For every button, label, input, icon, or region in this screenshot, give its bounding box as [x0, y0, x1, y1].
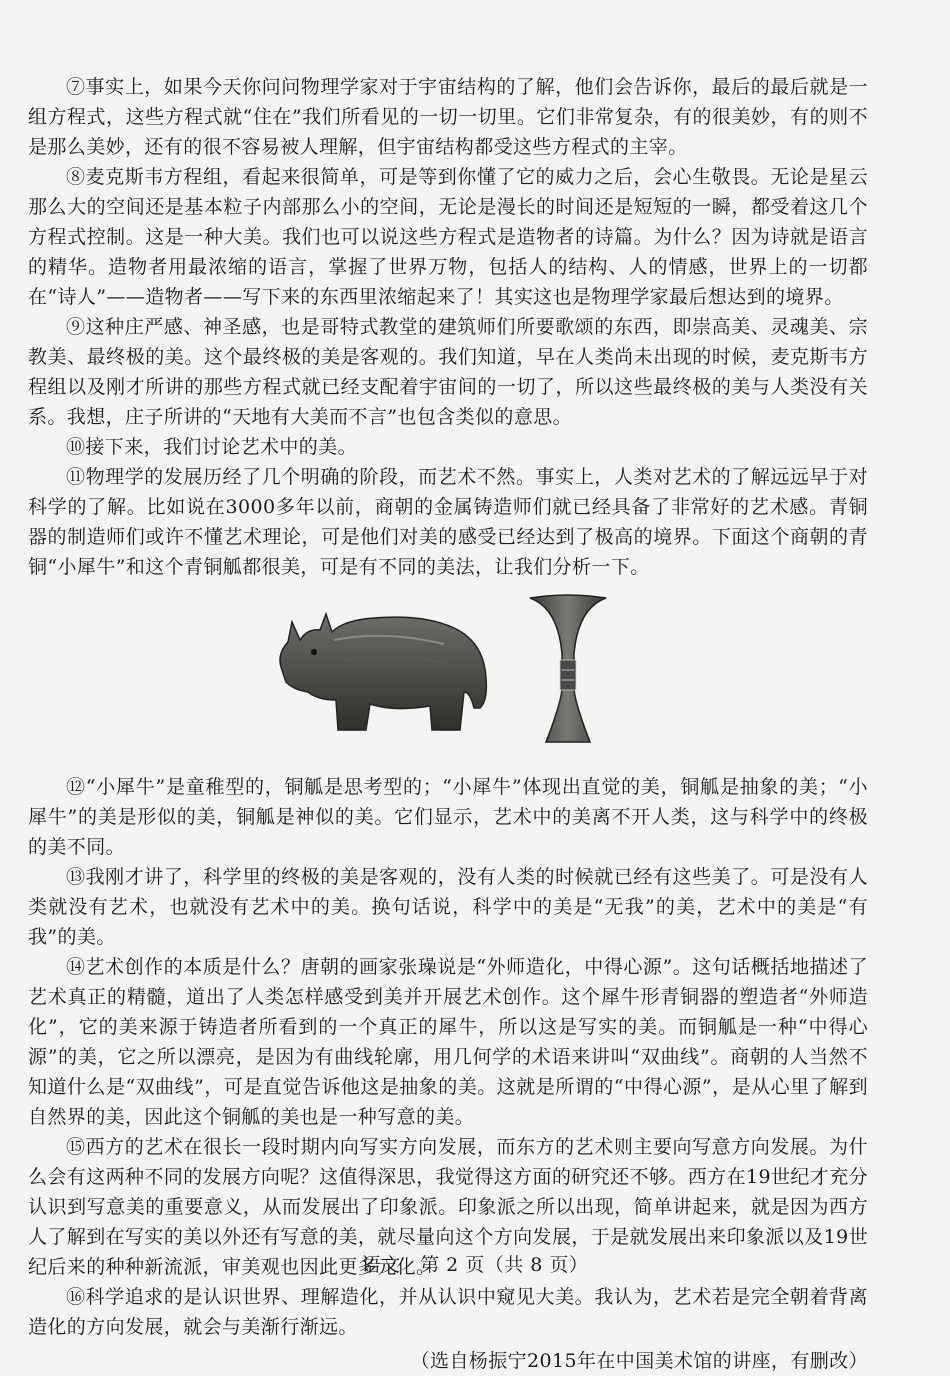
paragraph-12: ⑫“小犀牛”是童稚型的，铜觚是思考型的；“小犀牛”体现出直觉的美，铜觚是抽象的美；“小犀牛”的美是形似的美，铜觚是神似的美。它们显示，艺术中的美离不开人类，这与科学中的终极的美不同。	[28, 776, 868, 858]
article-body	[28, 72, 868, 1376]
paragraph-11: ⑪物理学的发展历经了几个明确的阶段，而艺术不然。事实上，人类对艺术的了解远远早于对科学的了解。比如说在3000多年以前，商朝的金属铸造师们就已经具备了非常好的艺术感。青铜器的制造师们或许不懂艺术理论，可是他们对美的感受已经达到了极高的境界。下面这个商朝的青铜“小犀牛”和这个青铜觚都很美，可是有不同的美法，让我们分析一下。	[28, 466, 868, 578]
bronze-figures	[28, 594, 868, 764]
paragraph-8: ⑧麦克斯韦方程组，看起来很简单，可是等到你懂了它的威力之后，会心生敬畏。无论是星云那么大的空间还是基本粒子内部那么小的空间，无论是漫长的时间还是短短的一瞬，都受着这几个方程式控制。这是一种大美。我们也可以说这些方程式是造物者的诗篇。为什么？因为诗就是语言的精华。造物者用最浓缩的语言，掌握了世界万物，包括人的结构、人的情感，世界上的一切都在“诗人”——造物者——写下来的东西里浓缩起来了！其实这也是物理学家最后想达到的境界。	[28, 166, 868, 308]
paragraph-14: ⑭艺术创作的本质是什么？唐朝的画家张璪说是“外师造化，中得心源”。这句话概括地描述了艺术真正的精髓，道出了人类怎样感受到美并开展艺术创作。这个犀牛形青铜器的塑造者“外师造化”，它的美来源于铸造者所看到的一个真正的犀牛，所以这是写实的美。而铜觚是一种“中得心源”的美，它之所以漂亮，是因为有曲线轮廓，用几何学的术语来讲叫“双曲线”。商朝的人当然不知道什么是“双曲线”，可是直觉告诉他这是抽象的美。这就是所谓的“中得心源”，是从心里了解到自然界的美，因此这个铜觚的美也是一种写意的美。	[28, 956, 868, 1128]
paragraph-10: ⑩接下来，我们讨论艺术中的美。	[66, 436, 358, 458]
source-citation: （选自杨振宁2015年在中国美术馆的讲座，有删改）	[410, 1350, 868, 1372]
paragraph-13: ⑬我刚才讲了，科学里的终极的美是客观的，没有人类的时候就已经有这些美了。可是没有人类就没有艺术，也就没有艺术中的美。换句话说，科学中的美是“无我”的美，艺术中的美是“有我”的美。	[28, 866, 868, 948]
bronze-rhino-image	[274, 600, 490, 732]
bronze-gu-vessel-image	[528, 594, 608, 746]
paragraph-15: ⑮西方的艺术在很长一段时期内向写实方向发展，而东方的艺术则主要向写意方向发展。为什么会有这两种不同的发展方向呢？这值得深思，我觉得这方面的研究还不够。西方在19世纪才充分认识到写意美的重要意义，从而发展出了印象派。印象派之所以出现，简单讲起来，就是因为西方人了解到在写实的美以外还有写意的美，就尽量向这个方向发展，于是就发展出来印象派以及19世纪后来的种种新流派，审美观也因此更多元化。	[28, 1136, 868, 1278]
paragraph-7: ⑦事实上，如果今天你问问物理学家对于宇宙结构的了解，他们会告诉你，最后的最后就是一组方程式，这些方程式就“住在”我们所看见的一切一切里。它们非常复杂，有的很美妙，有的则不是那么美妙，还有的很不容易被人理解，但宇宙结构都受这些方程式的主宰。	[28, 76, 868, 158]
page-footer: 语文 第 2 页（共 8 页）	[361, 1254, 589, 1276]
paragraph-9: ⑨这种庄严感、神圣感，也是哥特式教堂的建筑师们所要歌颂的东西，即崇高美、灵魂美、宗教美、最终极的美。这个最终极的美是客观的。我们知道，早在人类尚未出现的时候，麦克斯韦方程组以及刚才所讲的那些方程式就已经支配着宇宙间的一切了，所以这些最终极的美与人类没有关系。我想，庄子所讲的“天地有大美而不言”也包含类似的意思。	[28, 316, 868, 428]
paragraph-16: ⑯科学追求的是认识世界、理解造化，并从认识中窥见大美。我认为，艺术若是完全朝着背离造化的方向发展，就会与美渐行渐远。	[28, 1286, 868, 1338]
